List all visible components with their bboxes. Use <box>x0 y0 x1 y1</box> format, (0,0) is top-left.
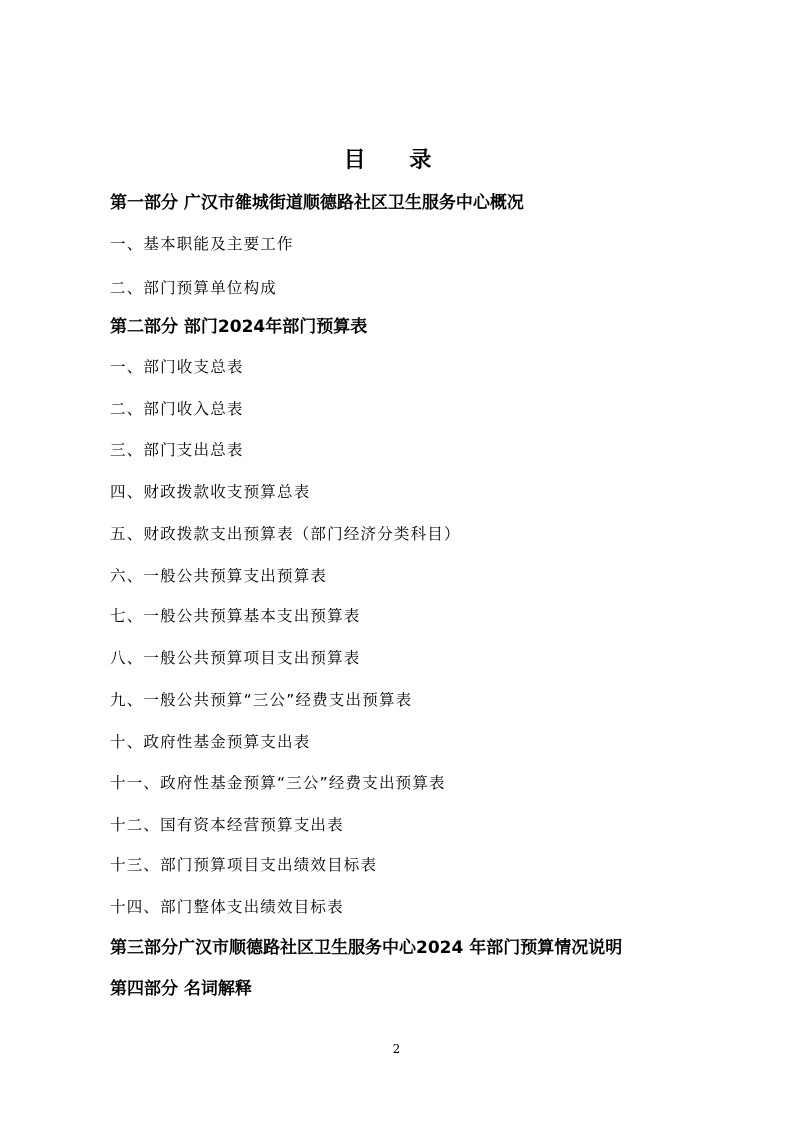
toc-part-3: 第三部分广汉市顺德路社区卫生服务中心2024 年部门预算情况说明 <box>110 938 623 958</box>
toc-part-2: 第二部分 部门2024年部门预算表 <box>110 317 368 337</box>
toc-item: 五、财政拨款支出预算表（部门经济分类科目） <box>110 525 461 543</box>
page-number: 2 <box>392 1042 401 1056</box>
toc-item: 十一、政府性基金预算“三公”经费支出预算表 <box>110 774 446 792</box>
toc-item: 二、部门收入总表 <box>110 400 244 418</box>
page-title: 目 录 <box>343 148 450 173</box>
toc-item: 九、一般公共预算“三公”经费支出预算表 <box>110 691 413 709</box>
toc-part-4: 第四部分 名词解释 <box>110 979 252 999</box>
toc-item: 七、一般公共预算基本支出预算表 <box>110 607 361 625</box>
toc-item: 三、部门支出总表 <box>110 441 244 459</box>
toc-part-1: 第一部分 广汉市雒城街道顺德路社区卫生服务中心概况 <box>110 193 524 213</box>
toc-item: 十四、部门整体支出绩效目标表 <box>110 898 344 916</box>
toc-item: 一、部门收支总表 <box>110 358 244 376</box>
toc-item: 八、一般公共预算项目支出预算表 <box>110 649 361 667</box>
toc-item: 十二、国有资本经营预算支出表 <box>110 816 344 834</box>
toc-item: 六、一般公共预算支出预算表 <box>110 567 328 585</box>
toc-item: 十、政府性基金预算支出表 <box>110 733 311 751</box>
toc-item: 十三、部门预算项目支出绩效目标表 <box>110 856 378 874</box>
toc-item: 四、财政拨款收支预算总表 <box>110 483 311 501</box>
toc-item: 一、基本职能及主要工作 <box>110 235 294 253</box>
toc-item: 二、部门预算单位构成 <box>110 279 278 297</box>
